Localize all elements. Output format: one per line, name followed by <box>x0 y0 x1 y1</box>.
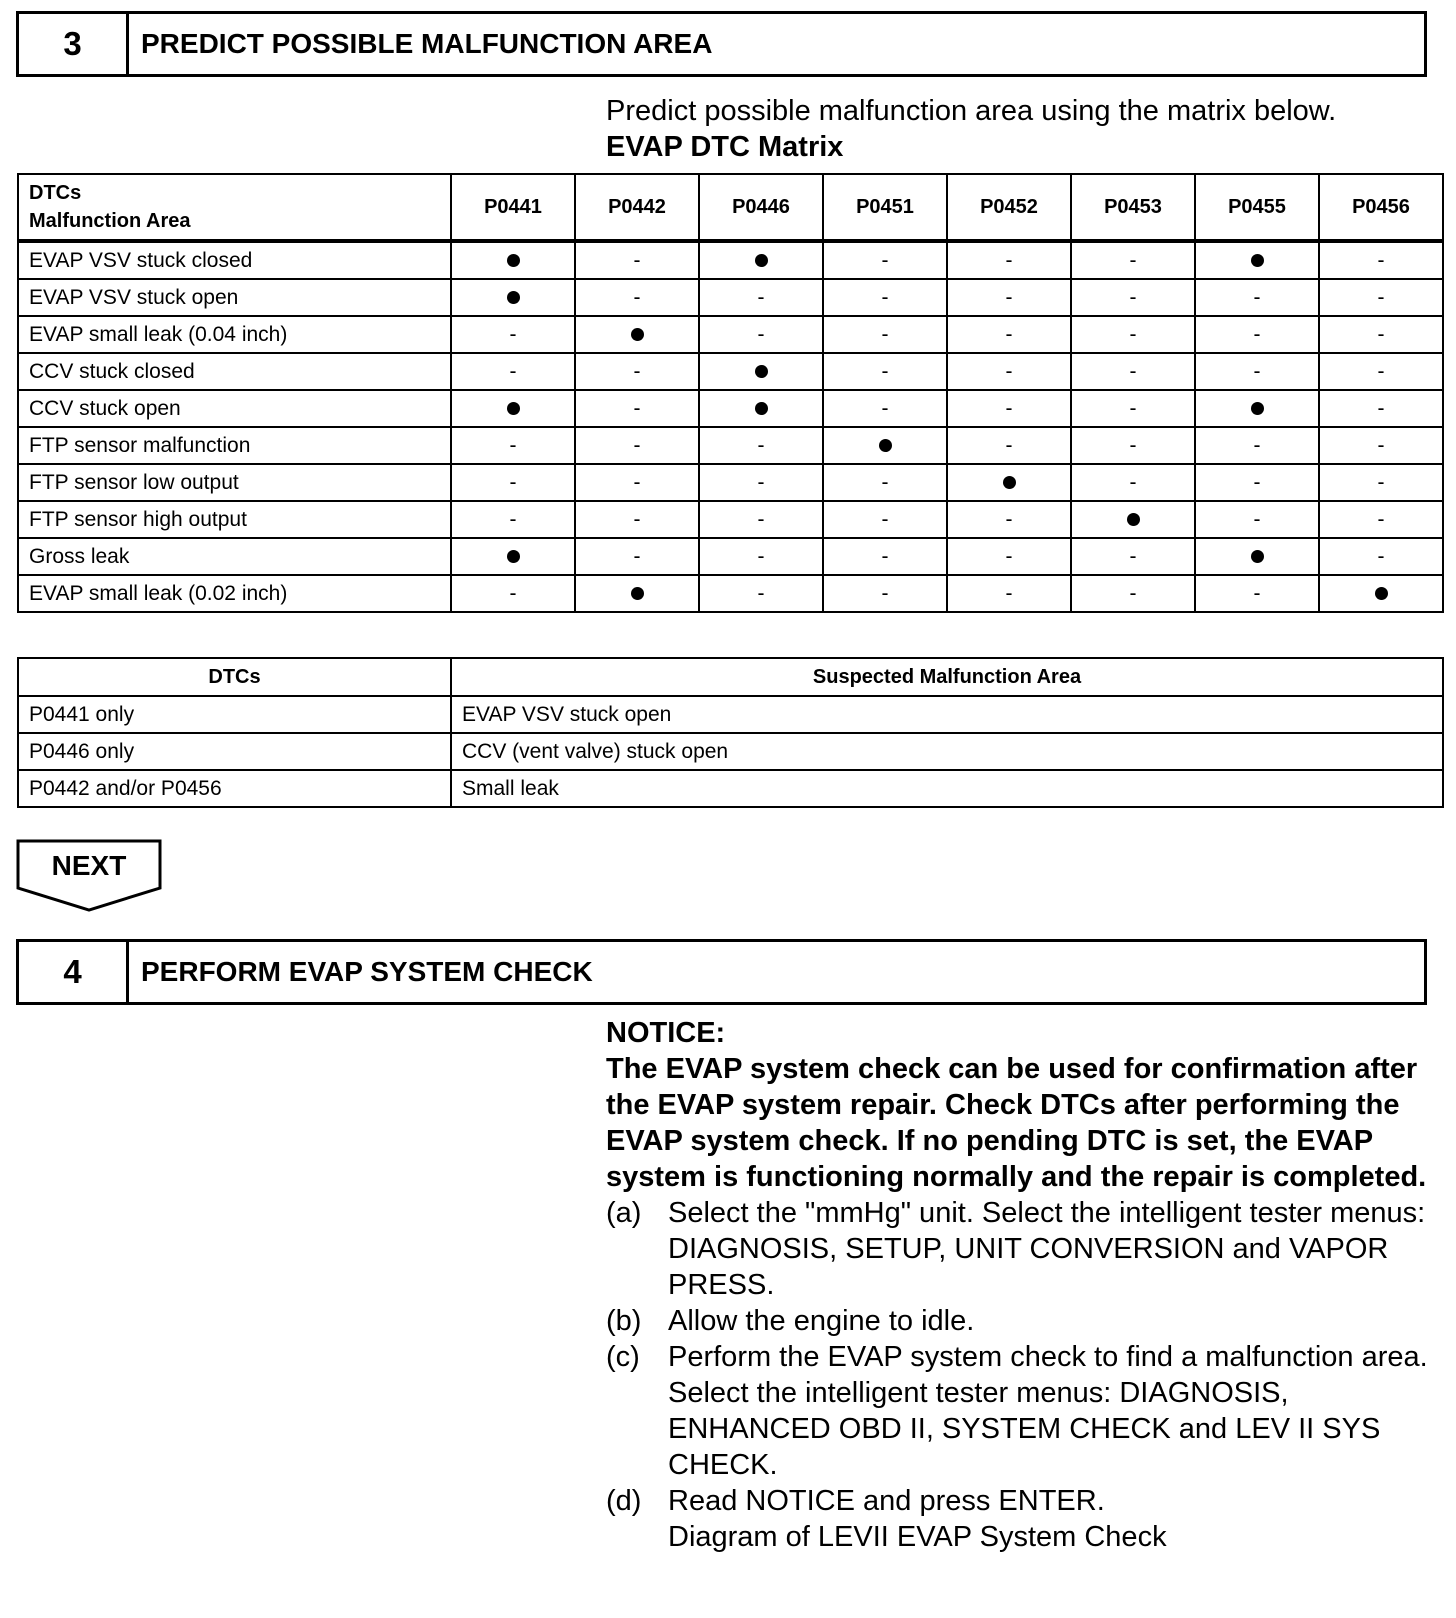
dot-icon <box>631 587 644 600</box>
next-label: NEXT <box>51 850 127 881</box>
dtc-mark-dash: - <box>1195 353 1319 390</box>
table-row <box>18 464 1443 501</box>
step-4-header <box>16 939 1427 1005</box>
notice-body: The EVAP system check can be used for confirmation after the EVAP system repair. Check DTCs after performing the EVAP system check. If no pending DTC is set, the EVAP system is functioning normally and the repair is completed. <box>606 1053 1427 1193</box>
suspect-dtc: P0446 only <box>18 733 451 770</box>
dtc-mark-dash: - <box>823 501 947 538</box>
malfunction-area-label: CCV stuck closed <box>18 353 451 390</box>
malfunction-area-label: CCV stuck open <box>18 390 451 427</box>
item-label: (b) <box>606 1305 642 1337</box>
item-text: Allow the engine to idle. <box>668 1305 975 1337</box>
dot-icon <box>507 291 520 304</box>
dot-icon <box>755 254 768 267</box>
column-header: P0441 <box>451 174 575 241</box>
dtc-mark-dash: - <box>947 538 1071 575</box>
dtc-mark-dot <box>451 390 575 427</box>
step-3-header <box>16 11 1427 77</box>
dtc-mark-dash: - <box>947 427 1071 464</box>
malfunction-area-label: EVAP small leak (0.02 inch) <box>18 575 451 612</box>
next-button[interactable] <box>16 839 162 913</box>
table-row <box>18 390 1443 427</box>
dot-icon <box>507 254 520 267</box>
dtc-mark-dash: - <box>1071 279 1195 316</box>
column-header: P0446 <box>699 174 823 241</box>
dtc-mark-dash: - <box>823 575 947 612</box>
dtc-mark-dash: - <box>1071 427 1195 464</box>
instruction-list <box>606 1195 1436 1519</box>
item-text: Select the "mmHg" unit. Select the intelligent tester menus: DIAGNOSIS, SETUP, UNIT CONVERSION and VAPOR PRESS. <box>668 1197 1426 1301</box>
dtc-mark-dash: - <box>1195 501 1319 538</box>
dtc-mark-dot <box>1195 538 1319 575</box>
dtc-mark-dash: - <box>451 464 575 501</box>
dtc-mark-dot <box>451 279 575 316</box>
dtc-mark-dot <box>451 241 575 279</box>
column-header: P0451 <box>823 174 947 241</box>
dtc-mark-dash: - <box>451 427 575 464</box>
matrix-title: EVAP DTC Matrix <box>606 131 844 163</box>
dtc-mark-dot <box>1071 501 1195 538</box>
dtc-mark-dot <box>699 241 823 279</box>
dtc-mark-dash: - <box>1071 464 1195 501</box>
item-label: (d) <box>606 1485 642 1517</box>
dot-icon <box>755 365 768 378</box>
suspect-dtc: P0441 only <box>18 696 451 733</box>
list-item <box>606 1303 1436 1339</box>
dtc-mark-dot <box>1195 241 1319 279</box>
dtc-mark-dash: - <box>575 279 699 316</box>
list-item <box>606 1483 1436 1519</box>
dtc-mark-dash: - <box>699 464 823 501</box>
dtc-mark-dash: - <box>947 353 1071 390</box>
step-title: PERFORM EVAP SYSTEM CHECK <box>141 956 593 987</box>
malfunction-area-label: FTP sensor malfunction <box>18 427 451 464</box>
dtc-mark-dash: - <box>451 353 575 390</box>
dtc-mark-dash: - <box>1319 538 1443 575</box>
step-title: PREDICT POSSIBLE MALFUNCTION AREA <box>141 28 713 59</box>
dot-icon <box>1127 513 1140 526</box>
step-number: 3 <box>19 14 129 74</box>
item-label: (c) <box>606 1341 640 1373</box>
intro-text <box>606 93 1336 165</box>
dot-icon <box>1375 587 1388 600</box>
notice-heading: NOTICE: <box>606 1017 726 1049</box>
dtc-mark-dash: - <box>699 316 823 353</box>
table-row <box>18 427 1443 464</box>
matrix-header-row <box>18 174 1443 241</box>
matrix-corner-header <box>18 174 451 241</box>
column-header: P0455 <box>1195 174 1319 241</box>
dtc-mark-dash: - <box>823 353 947 390</box>
header-malfunction-area: Malfunction Area <box>29 210 191 232</box>
suspect-area: CCV (vent valve) stuck open <box>451 733 1443 770</box>
dtc-mark-dash: - <box>947 501 1071 538</box>
dtc-mark-dash: - <box>1319 241 1443 279</box>
dtc-mark-dash: - <box>699 575 823 612</box>
dtc-mark-dash: - <box>1319 390 1443 427</box>
diagram-caption: Diagram of LEVII EVAP System Check <box>668 1521 1167 1553</box>
table-row <box>18 575 1443 612</box>
dtc-mark-dash: - <box>575 464 699 501</box>
dtc-mark-dash: - <box>1195 575 1319 612</box>
dtc-mark-dash: - <box>823 279 947 316</box>
dtc-mark-dot <box>575 575 699 612</box>
dtc-mark-dash: - <box>1071 390 1195 427</box>
dtc-mark-dash: - <box>575 241 699 279</box>
dot-icon <box>1251 402 1264 415</box>
dot-icon <box>507 550 520 563</box>
dtc-mark-dash: - <box>451 316 575 353</box>
dtc-mark-dash: - <box>1319 501 1443 538</box>
table-row <box>18 538 1443 575</box>
table-row <box>18 501 1443 538</box>
table-row <box>18 733 1443 770</box>
dtc-mark-dash: - <box>1319 279 1443 316</box>
table-row <box>18 316 1443 353</box>
dtc-mark-dot <box>823 427 947 464</box>
suspected-area-table <box>17 657 1444 808</box>
dtc-mark-dash: - <box>1319 353 1443 390</box>
dtc-mark-dash: - <box>947 575 1071 612</box>
dtc-mark-dot <box>575 316 699 353</box>
dtc-mark-dash: - <box>1195 279 1319 316</box>
list-item <box>606 1195 1436 1303</box>
dtc-mark-dash: - <box>1319 316 1443 353</box>
dtc-mark-dash: - <box>947 279 1071 316</box>
malfunction-area-label: EVAP VSV stuck open <box>18 279 451 316</box>
column-header: P0456 <box>1319 174 1443 241</box>
dtc-mark-dash: - <box>1071 316 1195 353</box>
dtc-mark-dash: - <box>1071 575 1195 612</box>
dtc-mark-dash: - <box>1071 241 1195 279</box>
suspect-area: EVAP VSV stuck open <box>451 696 1443 733</box>
dtc-mark-dash: - <box>1071 353 1195 390</box>
dtc-mark-dash: - <box>699 501 823 538</box>
dot-icon <box>879 439 892 452</box>
table-row <box>18 241 1443 279</box>
suspect-col-area: Suspected Malfunction Area <box>451 658 1443 696</box>
malfunction-area-label: EVAP VSV stuck closed <box>18 241 451 279</box>
dtc-mark-dash: - <box>1319 427 1443 464</box>
item-text: Perform the EVAP system check to find a malfunction area. Select the intelligent tester menus: DIAGNOSIS, ENHANCED OBD II, SYSTEM CHECK and LEV II SYS CHECK. <box>668 1341 1428 1481</box>
dot-icon <box>507 402 520 415</box>
dtc-mark-dot <box>451 538 575 575</box>
dtc-mark-dash: - <box>1195 427 1319 464</box>
header-dtcs: DTCs <box>29 182 82 204</box>
dtc-mark-dash: - <box>947 390 1071 427</box>
dtc-mark-dash: - <box>823 538 947 575</box>
malfunction-area-label: Gross leak <box>18 538 451 575</box>
dtc-mark-dot <box>1319 575 1443 612</box>
dtc-mark-dash: - <box>823 241 947 279</box>
step-number: 4 <box>19 942 129 1002</box>
dtc-mark-dot <box>699 390 823 427</box>
table-row <box>18 696 1443 733</box>
dtc-mark-dash: - <box>947 241 1071 279</box>
dot-icon <box>631 328 644 341</box>
dtc-mark-dash: - <box>823 316 947 353</box>
matrix-body <box>18 241 1443 612</box>
dtc-mark-dash: - <box>575 427 699 464</box>
dtc-mark-dash: - <box>575 390 699 427</box>
dtc-mark-dash: - <box>699 538 823 575</box>
suspect-dtc: P0442 and/or P0456 <box>18 770 451 807</box>
dtc-mark-dash: - <box>1195 316 1319 353</box>
dot-icon <box>1251 254 1264 267</box>
dtc-mark-dash: - <box>699 279 823 316</box>
dtc-mark-dash: - <box>451 575 575 612</box>
table-row <box>18 279 1443 316</box>
dtc-mark-dash: - <box>1071 538 1195 575</box>
dtc-mark-dot <box>947 464 1071 501</box>
suspect-header-row <box>18 658 1443 696</box>
dtc-mark-dash: - <box>575 353 699 390</box>
dtc-mark-dash: - <box>947 316 1071 353</box>
suspect-col-dtcs: DTCs <box>18 658 451 696</box>
table-row <box>18 353 1443 390</box>
dtc-mark-dash: - <box>575 501 699 538</box>
dtc-mark-dot <box>699 353 823 390</box>
dot-icon <box>755 402 768 415</box>
malfunction-area-label: FTP sensor low output <box>18 464 451 501</box>
malfunction-area-label: FTP sensor high output <box>18 501 451 538</box>
item-label: (a) <box>606 1197 642 1229</box>
suspect-area: Small leak <box>451 770 1443 807</box>
dtc-mark-dash: - <box>699 427 823 464</box>
dot-icon <box>1003 476 1016 489</box>
evap-dtc-matrix <box>17 173 1444 613</box>
notice-section <box>606 1015 1436 1555</box>
column-header: P0452 <box>947 174 1071 241</box>
dot-icon <box>1251 550 1264 563</box>
intro-instruction: Predict possible malfunction area using the matrix below. <box>606 95 1337 127</box>
malfunction-area-label: EVAP small leak (0.04 inch) <box>18 316 451 353</box>
column-header: P0442 <box>575 174 699 241</box>
dtc-mark-dash: - <box>1195 464 1319 501</box>
table-row <box>18 770 1443 807</box>
dtc-mark-dash: - <box>823 464 947 501</box>
list-item <box>606 1339 1436 1483</box>
dtc-mark-dot <box>1195 390 1319 427</box>
dtc-mark-dash: - <box>451 501 575 538</box>
dtc-mark-dash: - <box>823 390 947 427</box>
item-text: Read NOTICE and press ENTER. <box>668 1485 1105 1517</box>
column-header: P0453 <box>1071 174 1195 241</box>
dtc-mark-dash: - <box>575 538 699 575</box>
dtc-mark-dash: - <box>1319 464 1443 501</box>
